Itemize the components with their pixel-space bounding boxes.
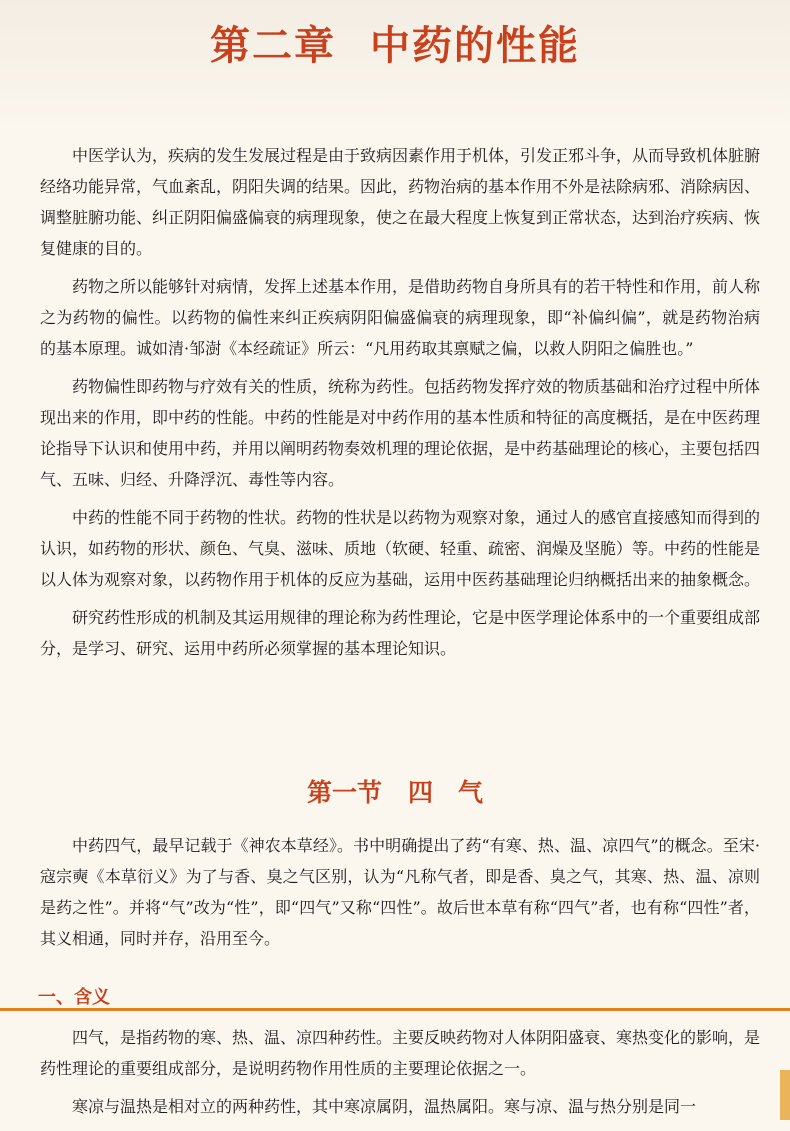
section-title [0,773,790,809]
subsection-heading: 一、含义 [38,987,110,1008]
paragraph: 中药的性能不同于药物的性状。药物的性状是以药物为观察对象，通过人的感官直接感知而得到的认识，如药物的形状、颜色、气臭、滋味、质地（软硬、轻重、疏密、润燥及坚脆）等。中药的性能是以人体为观察对象，以药物作用于机体的反应为基础，运用中医药基础理论归纳概括出来的抽象概念。 [40,508,761,589]
chapter-number: 第二章 [210,23,336,69]
paragraph: 药物之所以能够针对病情，发挥上述基本作用，是借助药物自身所具有的若干特性和作用，前人称之为药物的偏性。以药物的偏性来纠正疾病阴阳偏盛偏衰的病理现象，即“补偏纠偏”，就是药物治病的基本原理。诚如清·邹澍《本经疏证》所云：“凡用药取其禀赋之偏，以救人阴阳之偏胜也。” [40,277,761,358]
section-number: 第一节 [306,778,382,807]
intro-text [40,140,760,671]
paragraph: 中药四气，最早记载于《神农本草经》。书中明确提出了药“有寒、热、温、凉四气”的概念。至宋·寇宗奭《本草衍义》为了与香、臭之气区别，认为“凡称气者，即是香、臭之气，其寒、热、温、凉则是药之性”。并将“气”改为“性”，即“四气”又称“四性”。故后世本草有称“四气”者，也有称“四性”者，其义相通，同时并存，沿用至今。 [40,836,760,948]
page-edge-tab [780,1070,790,1120]
chapter-title [0,14,790,71]
section-name: 四 气 [408,778,484,807]
heading-rule [0,1008,790,1011]
paragraph: 研究药性形成的机制及其运用规律的理论称为药性理论，它是中医学理论体系中的一个重要组成部分，是学习、研究、运用中药所必须掌握的基本理论知识。 [40,608,761,658]
paragraph: 寒凉与温热是相对立的两种药性，其中寒凉属阴，温热属阳。寒与凉、温与热分别是同一 [72,1097,697,1116]
paragraph: 中医学认为，疾病的发生发展过程是由于致病因素作用于机体，引发正邪斗争，从而导致机体脏腑经络功能异常，气血紊乱，阴阳失调的结果。因此，药物治病的基本作用不外是祛除病邪、消除病因、调整脏腑功能、纠正阴阳偏盛偏衰的病理现象，使之在最大程度上恢复到正常状态，达到治疗疾病、恢复健康的目的。 [40,146,761,258]
section-text [40,830,760,961]
paragraph: 药物偏性即药物与疗效有关的性质，统称为药性。包括药物发挥疗效的物质基础和治疗过程中所体现出来的作用，即中药的性能。中药的性能是对中药作用的基本性质和特征的高度概括，是在中医药理论指导下认识和使用中药，并用以阐明药物奏效机理的理论依据，是中药基础理论的核心，主要包括四气、五味、归经、升降浮沉、毒性等内容。 [40,377,761,489]
paragraph: 四气，是指药物的寒、热、温、凉四种药性。主要反映药物对人体阴阳盛衰、寒热变化的影响，是药性理论的重要组成部分，是说明药物作用性质的主要理论依据之一。 [40,1028,761,1078]
subsection-text [40,1022,760,1129]
chapter-name: 中药的性能 [370,23,580,69]
